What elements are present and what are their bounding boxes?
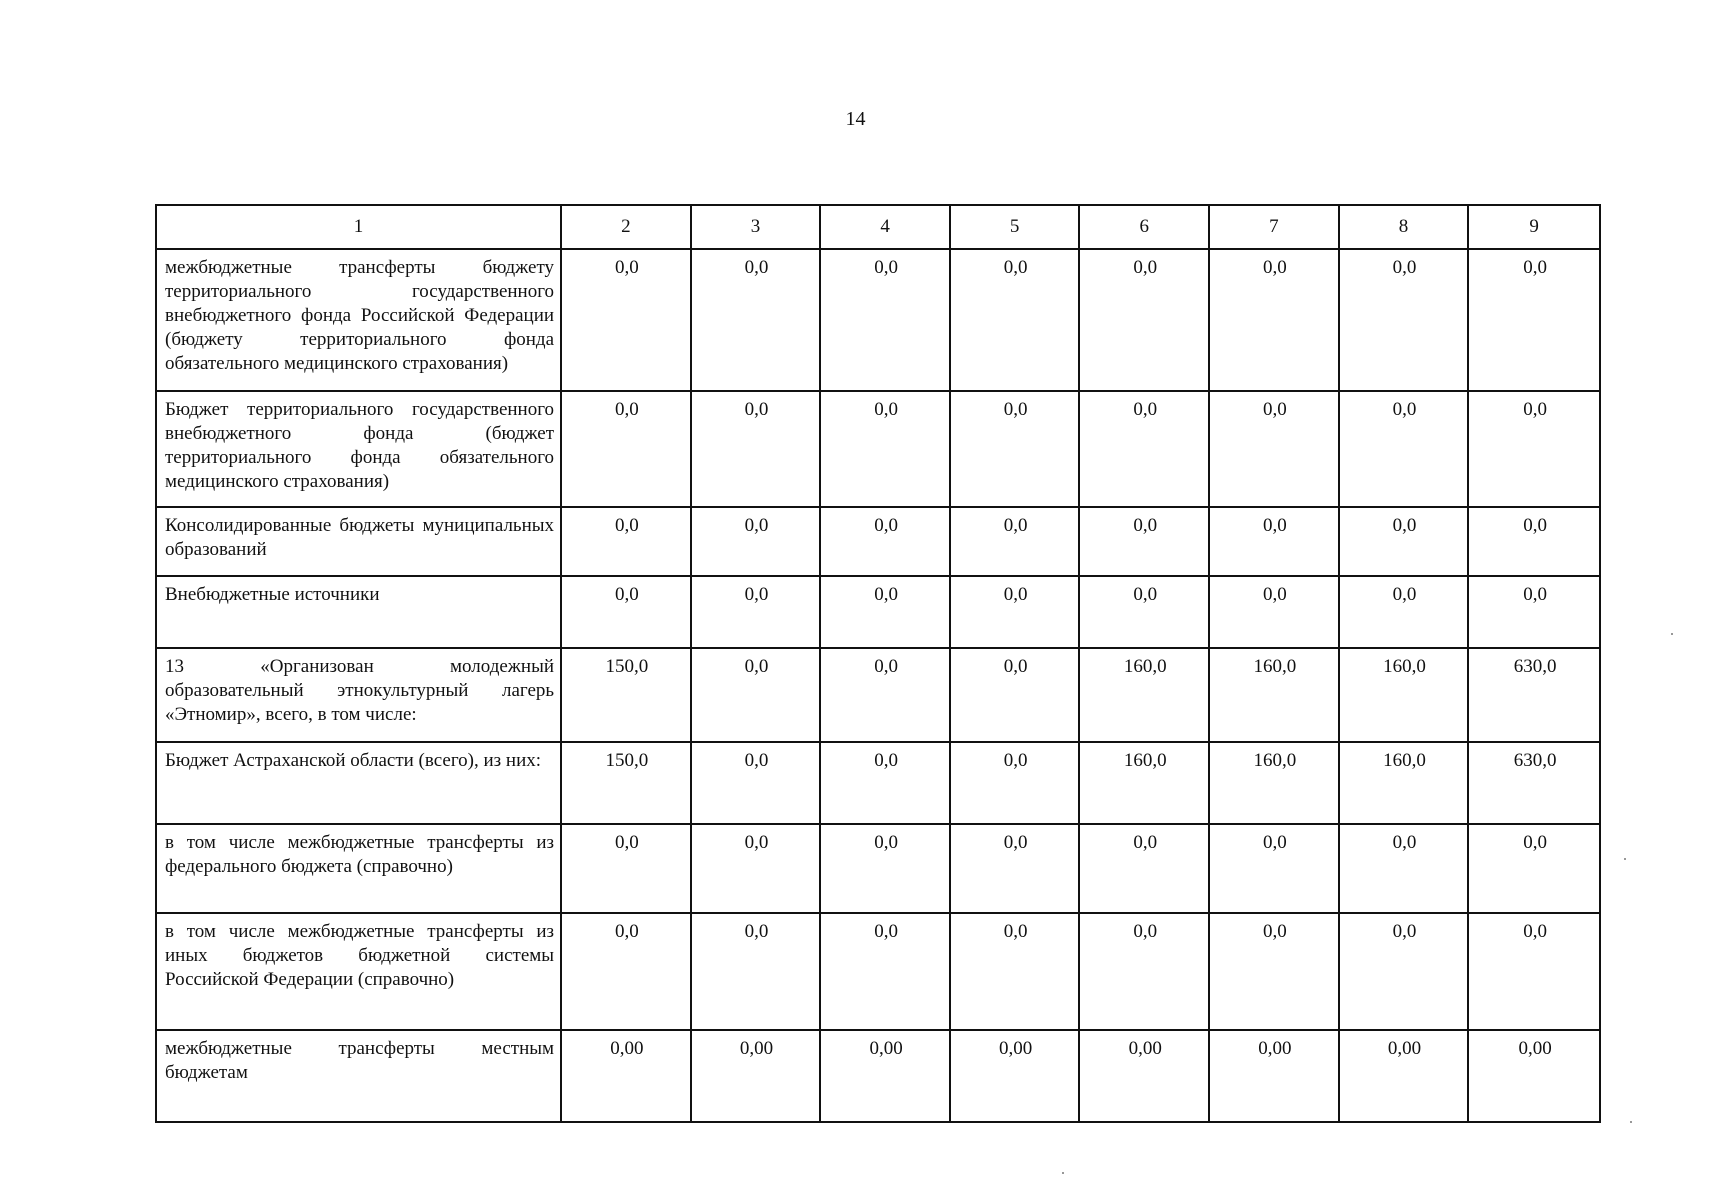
value-cell: 0,0 <box>820 913 950 1030</box>
value-cell: 160,0 <box>1079 648 1209 742</box>
value-cell: 0,0 <box>950 648 1080 742</box>
value-cell: 0,0 <box>1079 913 1209 1030</box>
row-label: межбюджетные трансферты бюджету территориального государственного внебюджетного фонда Российской Федерации (бюджету территориального фонда обязательного медицинского страхования) <box>156 249 561 391</box>
value-cell: 0,0 <box>950 507 1080 576</box>
value-cell: 160,0 <box>1209 648 1339 742</box>
scan-artifact <box>1624 858 1626 860</box>
table-header <box>156 205 1600 249</box>
value-cell: 0,0 <box>820 576 950 648</box>
column-header: 1 <box>156 205 561 249</box>
table-body <box>156 249 1600 1122</box>
value-cell: 0,0 <box>691 249 821 391</box>
value-cell: 0,0 <box>820 742 950 824</box>
column-header: 9 <box>1468 205 1600 249</box>
value-cell: 0,0 <box>1468 824 1600 913</box>
scan-artifact <box>1630 1121 1632 1123</box>
value-cell: 160,0 <box>1339 648 1469 742</box>
value-cell: 0,0 <box>1339 391 1469 507</box>
table-row <box>156 249 1600 391</box>
value-cell: 0,00 <box>691 1030 821 1122</box>
value-cell: 0,0 <box>691 742 821 824</box>
value-cell: 0,0 <box>820 507 950 576</box>
column-header: 7 <box>1209 205 1339 249</box>
value-cell: 0,0 <box>1468 507 1600 576</box>
value-cell: 0,0 <box>561 391 691 507</box>
row-label: 13 «Организован молодежный образовательный этнокультурный лагерь «Этномир», всего, в том числе: <box>156 648 561 742</box>
value-cell: 0,0 <box>1209 913 1339 1030</box>
value-cell: 0,0 <box>691 824 821 913</box>
table-row <box>156 742 1600 824</box>
value-cell: 0,0 <box>691 576 821 648</box>
header-row <box>156 205 1600 249</box>
value-cell: 0,0 <box>1079 824 1209 913</box>
value-cell: 0,0 <box>561 507 691 576</box>
value-cell: 0,0 <box>1209 249 1339 391</box>
budget-table <box>155 204 1601 1123</box>
value-cell: 0,0 <box>1468 576 1600 648</box>
column-header: 8 <box>1339 205 1469 249</box>
value-cell: 0,0 <box>561 913 691 1030</box>
column-header: 3 <box>691 205 821 249</box>
value-cell: 630,0 <box>1468 648 1600 742</box>
column-header: 6 <box>1079 205 1209 249</box>
value-cell: 0,0 <box>1468 913 1600 1030</box>
value-cell: 0,00 <box>561 1030 691 1122</box>
value-cell: 160,0 <box>1079 742 1209 824</box>
scan-artifact <box>1062 1172 1064 1174</box>
value-cell: 0,00 <box>950 1030 1080 1122</box>
value-cell: 0,0 <box>820 391 950 507</box>
column-header: 2 <box>561 205 691 249</box>
table-row <box>156 824 1600 913</box>
value-cell: 0,0 <box>1339 913 1469 1030</box>
value-cell: 0,0 <box>1339 576 1469 648</box>
table-row <box>156 391 1600 507</box>
scan-artifact <box>1671 633 1673 635</box>
value-cell: 630,0 <box>1468 742 1600 824</box>
value-cell: 0,0 <box>1079 249 1209 391</box>
value-cell: 0,00 <box>1209 1030 1339 1122</box>
value-cell: 0,0 <box>561 249 691 391</box>
value-cell: 0,0 <box>1209 824 1339 913</box>
value-cell: 0,0 <box>691 507 821 576</box>
row-label: Внебюджетные источники <box>156 576 561 648</box>
value-cell: 0,0 <box>691 391 821 507</box>
column-header: 5 <box>950 205 1080 249</box>
value-cell: 0,0 <box>1339 824 1469 913</box>
value-cell: 0,0 <box>1079 391 1209 507</box>
value-cell: 0,0 <box>1209 576 1339 648</box>
value-cell: 0,0 <box>1079 576 1209 648</box>
value-cell: 0,0 <box>820 824 950 913</box>
value-cell: 0,00 <box>1079 1030 1209 1122</box>
value-cell: 0,0 <box>950 913 1080 1030</box>
value-cell: 0,0 <box>1468 391 1600 507</box>
value-cell: 0,0 <box>950 576 1080 648</box>
table-row <box>156 913 1600 1030</box>
value-cell: 150,0 <box>561 742 691 824</box>
value-cell: 0,0 <box>1079 507 1209 576</box>
table-row <box>156 1030 1600 1122</box>
value-cell: 0,00 <box>1468 1030 1600 1122</box>
row-label: Бюджет Астраханской области (всего), из них: <box>156 742 561 824</box>
value-cell: 150,0 <box>561 648 691 742</box>
value-cell: 0,0 <box>820 648 950 742</box>
table-row <box>156 507 1600 576</box>
page-number: 14 <box>845 108 866 130</box>
row-label: Бюджет территориального государственного внебюджетного фонда (бюджет территориального фонда обязательного медицинского страхования) <box>156 391 561 507</box>
row-label: в том числе межбюджетные трансферты из федерального бюджета (справочно) <box>156 824 561 913</box>
value-cell: 0,0 <box>950 391 1080 507</box>
value-cell: 0,0 <box>820 249 950 391</box>
value-cell: 0,0 <box>950 249 1080 391</box>
column-header: 4 <box>820 205 950 249</box>
value-cell: 0,0 <box>1209 507 1339 576</box>
value-cell: 0,0 <box>1468 249 1600 391</box>
table-row <box>156 648 1600 742</box>
value-cell: 0,0 <box>561 824 691 913</box>
value-cell: 0,0 <box>950 824 1080 913</box>
row-label: в том числе межбюджетные трансферты из иных бюджетов бюджетной системы Российской Федерации (справочно) <box>156 913 561 1030</box>
value-cell: 0,00 <box>820 1030 950 1122</box>
value-cell: 0,0 <box>1339 249 1469 391</box>
value-cell: 0,0 <box>691 648 821 742</box>
value-cell: 160,0 <box>1339 742 1469 824</box>
value-cell: 0,0 <box>1209 391 1339 507</box>
value-cell: 0,00 <box>1339 1030 1469 1122</box>
row-label: межбюджетные трансферты местным бюджетам <box>156 1030 561 1122</box>
row-label: Консолидированные бюджеты муниципальных образований <box>156 507 561 576</box>
value-cell: 0,0 <box>1339 507 1469 576</box>
table-row <box>156 576 1600 648</box>
value-cell: 0,0 <box>691 913 821 1030</box>
value-cell: 0,0 <box>950 742 1080 824</box>
value-cell: 0,0 <box>561 576 691 648</box>
value-cell: 160,0 <box>1209 742 1339 824</box>
